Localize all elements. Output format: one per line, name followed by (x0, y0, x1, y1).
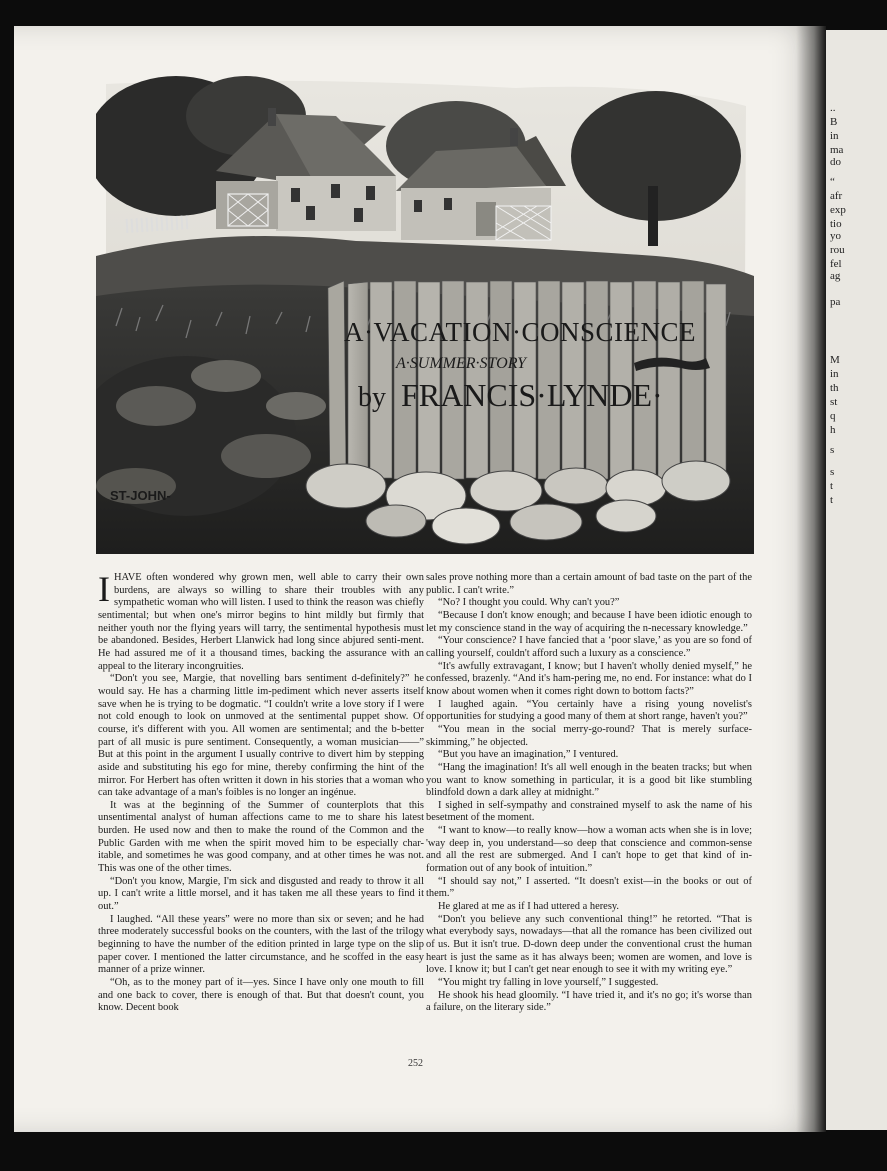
farmhouse-illustration (96, 76, 754, 554)
page-gutter-shadow (796, 26, 826, 1132)
adjacent-page-fragment: afr (830, 190, 843, 202)
adjacent-page-fragment: do (830, 156, 841, 168)
paragraph-text: “Don't you know, Margie, I'm sick and disgusted and ready to throw it all up. I can't write a little morsel, and it has taken me all these years to find it out.” (98, 875, 424, 913)
paragraph-text: “No? I thought you could. Why can't you?” (438, 597, 620, 609)
adjacent-page-fragment: ma (830, 144, 844, 156)
adjacent-page-fragment: rou (830, 244, 845, 256)
paragraph (426, 610, 752, 635)
paragraph-text: “Your conscience? I have fancied that a ‘poor slave,’ as you are so fond of calling yourself, couldn't afford such a luxury as a conscience.” (426, 635, 752, 659)
paragraph (426, 597, 752, 610)
paragraph (426, 724, 752, 749)
paragraph (98, 800, 424, 876)
paragraph (98, 914, 424, 977)
paragraph-text: “It's awfully extravagant, I know; but I haven't wholly denied myself,” he confessed, brazenly. “And it's ham-pering me, no end. For instance: what do I know about women when it comes right down to bottom facts?” (426, 660, 752, 697)
paragraph-text: HAVE often wondered why grown men, well able to carry their own burdens, are always so willing to share their troubles with any sympathetic woman who will listen. I used to think the reason was chiefly sentimental; but when one's mirror begins to hint mildly but firmly that neither youth nor the flying years will tarry, the sentimental hypothesis must be abandoned. Besides, Herbert Llanwick had long since abjured senti-ment. He had assured me of it a thousand times, backing the assurance with an appeal to the literary incongruities. (98, 572, 424, 672)
paragraph-text: I laughed. “All these years” were no more than six or seven; and he had three moderately successful books on the counters, with the last of the trilogy beginning to have the number of the edition printed in large type on the slip paper cover. I mentioned the latter circumstance, and he scoffed in the easy manner of a prize winner. (98, 913, 424, 976)
adjacent-page-fragment: pa (830, 296, 841, 308)
adjacent-page-fragment: exp (830, 204, 846, 216)
paragraph (426, 901, 752, 914)
paragraph (426, 635, 752, 660)
adjacent-page-fragment: in (830, 368, 839, 380)
byline-author: FRANCIS·LYNDE· (401, 377, 663, 413)
paragraph-text: He glared at me as if I had uttered a heresy. (438, 901, 620, 913)
paragraph (426, 876, 752, 901)
paragraph (426, 990, 752, 1015)
paragraph-text: “You mean in the social merry-go-round? That is merely surface-skimming,” he objected. (426, 723, 752, 748)
adjacent-page-fragment: B (830, 116, 838, 128)
adjacent-page-fragment: t (830, 494, 834, 506)
paragraph-text: “I should say not,” I asserted. “It doesn't exist—in the books or out of them.” (426, 875, 752, 900)
paragraph-text: “Don't you see, Margie, that novelling bars sentiment d-definitely?” he would say. He has a charming little im-pediment which never asserts itself save when he is trying to be dogmatic. “I couldn't write a love story if I were not cold enough to look on unmoved at the sentimental puppet show. Of course, it's different with you. All women are sentimental; and the b-better part of all music is pure sentiment. Consequently, a woman musician——” But at this point in the argument I usually contrive to divert him by stepping aside and substituting his ego for mine, thereby confirming the hint of the mirror. For Herbert has often written it down in his stories that a woman who can take advantage of a man's foibles is no longer an ingénue. (98, 673, 424, 799)
adjacent-page-fragment: st (830, 396, 838, 408)
artist-signature: ST-JOHN- (110, 488, 171, 503)
paragraph (98, 876, 424, 914)
adjacent-page-fragment: “ (830, 176, 835, 188)
paragraph (426, 825, 752, 876)
text-column-right (426, 572, 752, 1015)
paragraph (426, 762, 752, 800)
adjacent-page-fragment: in (830, 130, 839, 142)
adjacent-page-fragment: s (830, 466, 835, 478)
adjacent-page-fragment: yo (830, 230, 841, 242)
paragraph-text: “Hang the imagination! It's all well enough in the beaten tracks; but when you want to know something in particular, it is a good bit like stumbling blindfold down a dark alley at midnight.” (426, 761, 752, 799)
adjacent-page-fragment: M (830, 354, 840, 366)
byline-by: by (358, 382, 386, 413)
adjacent-page-fragment: s (830, 444, 835, 456)
adjacent-page-fragment: fel (830, 258, 842, 270)
story-subtitle: A·SUMMER·STORY (396, 355, 527, 372)
story-title: A·VACATION·CONSCIENCE (344, 317, 697, 347)
paragraph-text: sales prove nothing more than a certain amount of bad taste on the part of the public. I can't write.” (426, 572, 752, 596)
paragraph (426, 914, 752, 977)
paragraph-text: “Oh, as to the money part of it—yes. Since I have only one mouth to fill and one back to cover, there is enough of that. But that doesn't count, you know. Decent book (98, 977, 424, 1014)
paragraph (98, 673, 424, 800)
paragraph-text: It was at the beginning of the Summer of counterplots that this unsentimental analyst of human affections came to me to share his latest burden. He used now and then to make the round of the Common and the Public Garden with me when the spirit moved him to be especially char-itable, and sometimes he was good company, and at other times he was not. This was one of the other times. (98, 799, 424, 875)
adjacent-page-fragment: ag (830, 270, 841, 282)
adjacent-page-fragment: t (830, 480, 834, 492)
paragraph (426, 749, 752, 762)
text-column-left (98, 569, 424, 1015)
paragraph (426, 800, 752, 825)
paragraph-text: “I want to know—to really know—how a woman acts when she is in love; 'way deep in, you understand—so deep that conscience and common-sense and all the rest are submerged. And I can't hope to get that kind of in-formation out of any book of intuition.” (426, 825, 752, 875)
adjacent-page-fragment: q (830, 410, 836, 422)
adjacent-page-fragment: h (830, 424, 836, 436)
paragraph-text: “Don't you believe any such conventional thing!” he retorted. “That is what everybody says, nowadays—that all the romance has been civilized out of us. But it isn't true. D-down deep under the conventional crust the human heart is just the same as it has always been; women are women, and love is love. I know it; but I can't get near enough to see it with my writing eye.” (426, 913, 752, 976)
paragraph-text: I laughed again. “You certainly have a rising young novelist's opportunities for studying a good many of them at short range, haven't you?” (426, 698, 752, 723)
adjacent-page-fragment: th (830, 382, 839, 394)
drop-cap: I (98, 569, 110, 609)
paragraph (426, 977, 752, 990)
paragraph (98, 569, 424, 673)
paragraph (426, 572, 752, 597)
paragraph (98, 977, 424, 1015)
paragraph-text: I sighed in self-sympathy and constrained myself to ask the name of his besetment of the moment. (426, 799, 752, 824)
page-number: 252 (408, 1058, 423, 1069)
paragraph (426, 699, 752, 724)
adjacent-page-edge (826, 30, 887, 1130)
header-illustration (96, 76, 754, 554)
paragraph-text: “Because I don't know enough; and because I have been idiotic enough to let my conscience stand in the way of acquiring the n-necessary knowledge.” (426, 609, 752, 634)
paragraph-text: He shook his head gloomily. “I have tried it, and it's no go; it's worse than a failure, on the literary side.” (426, 989, 752, 1014)
paragraph (426, 661, 752, 699)
paragraph-text: “But you have an imagination,” I ventured. (438, 749, 619, 761)
adjacent-page-fragment: .. (830, 102, 836, 114)
paragraph-text: “You might try falling in love yourself,” I suggested. (438, 977, 659, 988)
adjacent-page-fragment: tio (830, 218, 842, 230)
